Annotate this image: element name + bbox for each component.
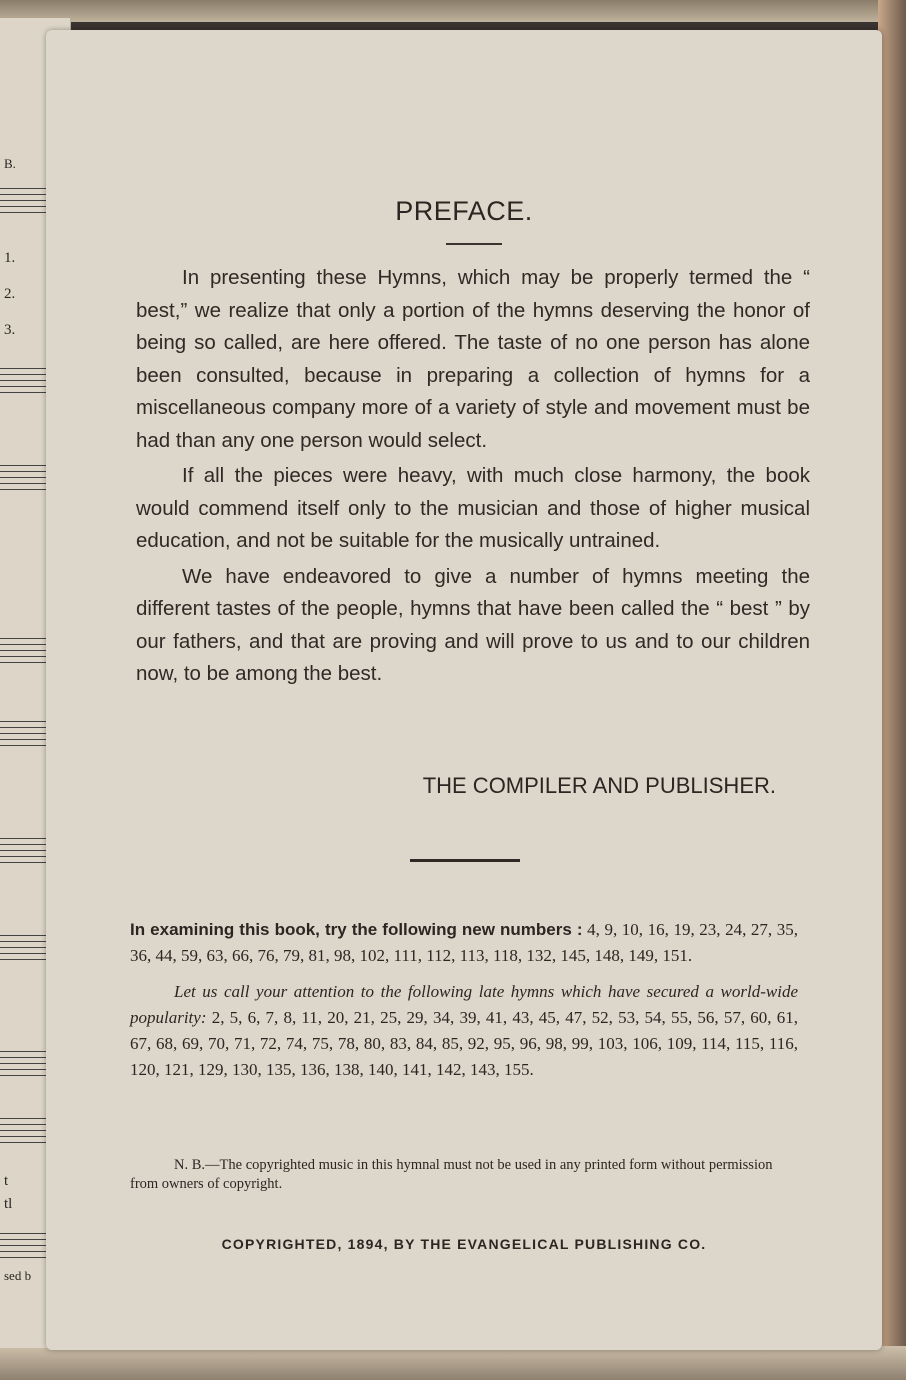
book-cover-top-edge [0,0,906,22]
title-rule [446,243,502,245]
nb-text: —The copyrighted music in this hymnal must not be used in any printed form without permission from owners of copyright. [130,1157,773,1192]
music-staff [0,1046,48,1080]
leaf-fragment: tl [4,1196,13,1212]
section-rule [410,859,520,862]
new-numbers-list: 4, 9, 10, 16, 19, 23, 24, 27, 35, 36, 44, 59, 63, 66, 76, 79, 81, 98, 102, 111, 112, 113, 118, 132, 145, 148, 149, 151. [130,920,798,965]
music-staff [0,633,48,667]
new-numbers-note [130,917,798,969]
signature: THE COMPILER AND PUBLISHER. [422,773,776,798]
leaf-fragment: B. [4,156,16,171]
copyright-line: COPYRIGHTED, 1894, BY THE EVANGELICAL PUBLISHING CO. [221,1236,707,1252]
late-hymns-list: 2, 5, 6, 7, 8, 11, 20, 21, 25, 29, 34, 39, 41, 43, 45, 47, 52, 53, 54, 55, 56, 57, 60, 61, 67, 68, 69, 70, 71, 72, 74, 75, 78, 80, 83, 84, 85, 92, 95, 96, 98, 99, 103, 106, 109, 114, 115, 116, 120, 121, 129, 130, 135, 136, 138, 140, 141, 142, 143, 155. [130,1008,799,1079]
late-hymns-lead: Let us call your attention to the following late hymns which have secured a world-wide popularity: [130,982,798,1027]
music-staff [0,716,48,750]
preface-body [136,262,810,694]
leaf-fragment: sed b [4,1268,32,1283]
book-cover-right-edge [878,0,906,1380]
preface-paragraph: We have endeavored to give a number of hymns meeting the different tastes of the people, hymns that have been called the “ best ” by our fathers, and that are proving and will prove to us and to our children now, to be among the best. [136,564,810,685]
music-staff [0,1228,48,1262]
music-staff [0,183,48,217]
late-hymns-note [130,979,798,1083]
music-staff [0,460,48,494]
preface-paragraph: If all the pieces were heavy, with much close harmony, the book would commend itself only to the musician and those of higher musical education, and not be suitable for the musically untrained. [136,464,810,552]
preface-page [46,30,882,1350]
music-staff [0,833,48,867]
book-cover-bottom-edge [0,1346,906,1380]
page-title: PREFACE. [395,196,533,226]
hymn-number-notes [130,917,798,1083]
nb-label: N. B. [174,1157,206,1173]
preface-paragraph: In presenting these Hymns, which may be properly termed the “ best,” we realize that only a portion of the hymns deserving the honor of being so called, are here offered. The taste of no one person has alone been consulted, because in preparing a collection of hymns for a miscellaneous company more of a variety of style and movement must be had than any one person would select. [136,266,810,452]
new-numbers-lead: In examining this book, try the following new numbers : [130,920,583,939]
leaf-fragment: 1. [4,250,16,266]
music-staff [0,363,48,397]
leaf-fragment: 2. [4,286,16,302]
leaf-fragment: t [4,1173,9,1189]
music-staff [0,1113,48,1147]
music-staff [0,930,48,964]
leaf-fragment: 3. [4,322,16,338]
copyright-notice [130,1156,798,1194]
